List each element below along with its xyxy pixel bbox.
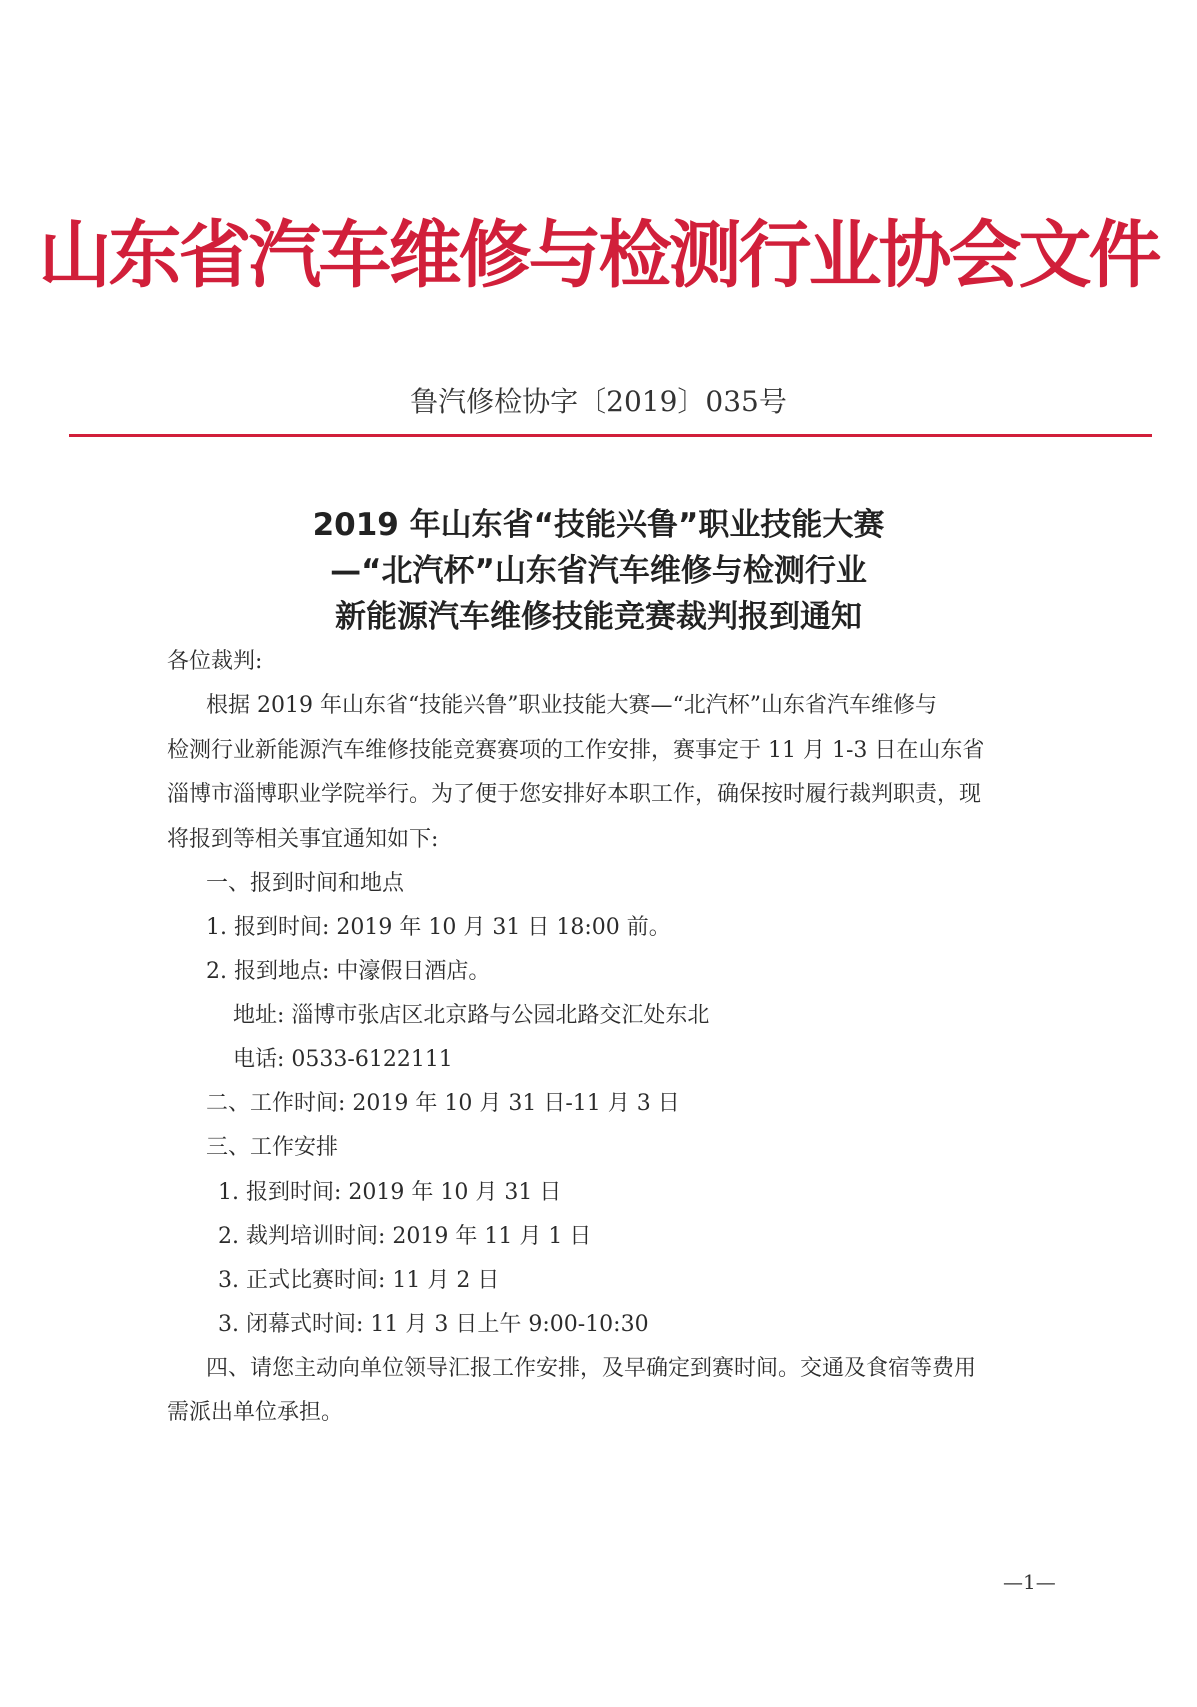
intro-line-3: 淄博市淄博职业学院举行。为了便于您安排好本职工作，确保按时履行裁判职责，现	[167, 782, 982, 807]
salutation: 各位裁判:	[167, 649, 263, 674]
notice-title-line-3: 新能源汽车维修技能竞赛裁判报到通知	[335, 599, 862, 635]
section2-work-time: 二、工作时间: 2019 年 10 月 31 日-11 月 3 日	[206, 1091, 680, 1116]
section1-item-1: 1. 报到时间: 2019 年 10 月 31 日 18:00 前。	[206, 915, 671, 940]
section3-item-3: 3. 正式比赛时间: 11 月 2 日	[218, 1268, 500, 1293]
notice-title	[0, 502, 1197, 640]
org-header-title: 山东省汽车维修与检测行业协会文件	[38, 213, 1159, 298]
section3-heading: 三、工作安排	[206, 1135, 339, 1160]
page-number: —1—	[1003, 1570, 1056, 1594]
section3-item-4: 3. 闭幕式时间: 11 月 3 日上午 9:00-10:30	[218, 1312, 649, 1337]
notice-title-line-2: —“北汽杯”山东省汽车维修与检测行业	[330, 553, 867, 589]
intro-line-1: 根据 2019 年山东省“技能兴鲁”职业技能大赛—“北汽杯”山东省汽车维修与	[206, 693, 937, 718]
intro-line-2: 检测行业新能源汽车维修技能竞赛赛项的工作安排，赛事定于 11 月 1-3 日在山东省	[167, 738, 985, 763]
section3-item-1: 1. 报到时间: 2019 年 10 月 31 日	[218, 1180, 562, 1205]
venue-phone: 电话: 0533-6122111	[233, 1047, 453, 1072]
intro-line-4: 将报到等相关事宜通知如下:	[167, 827, 439, 852]
section4-line-1: 四、请您主动向单位领导汇报工作安排，及早确定到赛时间。交通及食宿等费用	[206, 1356, 977, 1381]
header-divider	[69, 434, 1152, 437]
section4-line-2: 需派出单位承担。	[167, 1400, 344, 1425]
notice-title-line-1: 2019 年山东省“技能兴鲁”职业技能大赛	[312, 507, 885, 543]
document-number: 鲁汽修检协字〔2019〕035号	[410, 385, 787, 418]
section1-item-2: 2. 报到地点: 中濠假日酒店。	[206, 959, 491, 984]
section1-heading: 一、报到时间和地点	[206, 871, 405, 896]
section3-item-2: 2. 裁判培训时间: 2019 年 11 月 1 日	[218, 1224, 592, 1249]
venue-address: 地址: 淄博市张店区北京路与公园北路交汇处东北	[233, 1003, 710, 1028]
